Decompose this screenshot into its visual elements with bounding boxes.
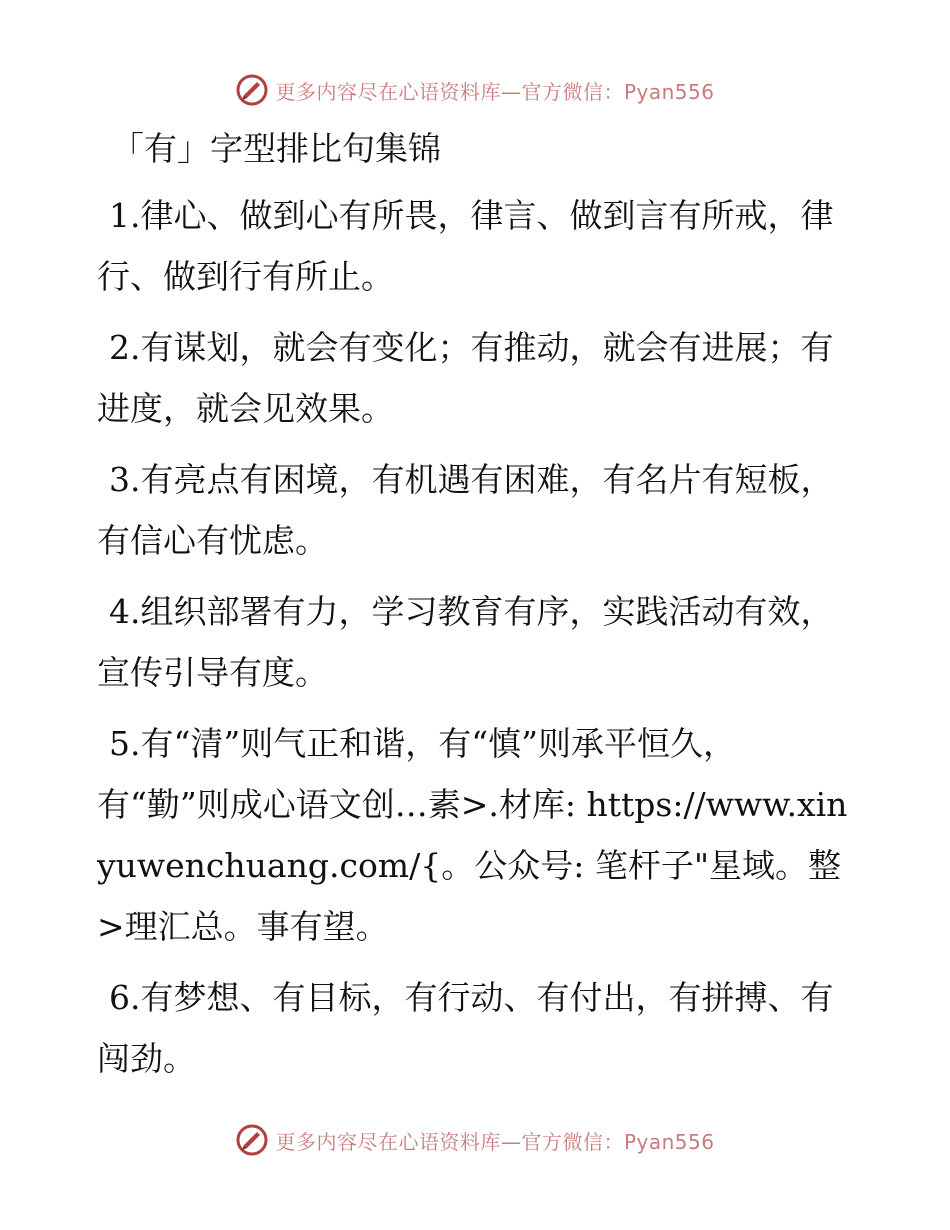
footer-watermark <box>0 1120 950 1160</box>
document-title: 「有」字型排比句集锦 <box>111 129 441 168</box>
document-body <box>97 118 857 1099</box>
paragraph-4: 4.组织部署有力，学习教育有序，实践活动有效，宣传引导有度。 <box>97 592 834 692</box>
pen-seal-icon <box>235 1123 269 1157</box>
header-watermark <box>0 70 950 110</box>
paragraph-6: 6.有梦想、有目标，有行动、有付出，有拼搏、有闯劲。 <box>97 978 834 1078</box>
watermark-text: 更多内容尽在心语资料库—官方微信：Pyan556 <box>275 79 715 104</box>
paragraph-2: 2.有谋划，就会有变化；有推动，就会有进展；有进度，就会见效果。 <box>97 328 834 428</box>
paragraph-3: 3.有亮点有困境，有机遇有困难，有名片有短板，有信心有忧虑。 <box>97 460 834 560</box>
pen-seal-icon <box>235 73 269 107</box>
paragraph-5: 5.有“清”则气正和谐，有“慎”则承平恒久，有“勤”则成心语文创…素>.材库: https://www.xinyuwenchuang.com/{。公众号: 笔杆子"星域。整>理汇总。事有望。 <box>97 724 848 946</box>
paragraph-1: 1.律心、做到心有所畏，律言、做到言有所戒，律行、做到行有所止。 <box>97 196 834 296</box>
watermark-text: 更多内容尽在心语资料库—官方微信：Pyan556 <box>275 1129 715 1154</box>
